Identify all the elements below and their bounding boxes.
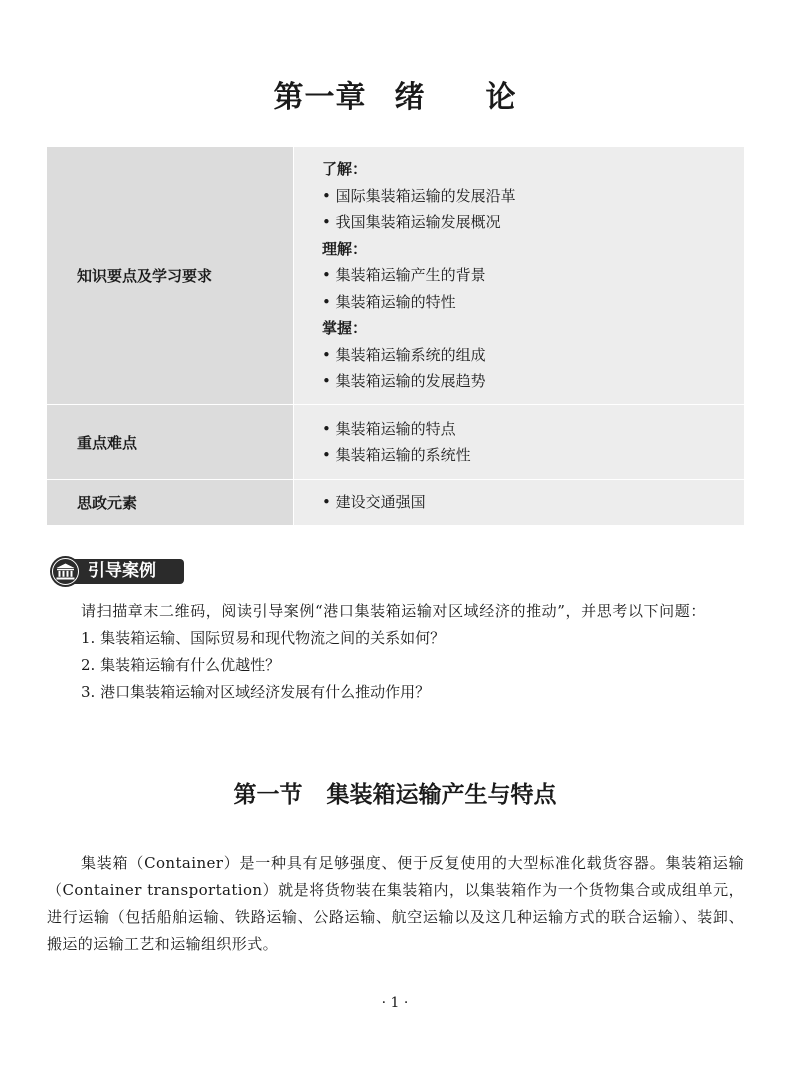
requirement-heading: 理解： [322,239,368,258]
page-number: · 1 · [381,995,409,1011]
requirement-item: • 国际集装箱运输的发展沿革 [322,186,516,205]
section-prefix: 第一节 [233,781,303,808]
requirement-heading: 掌握： [322,319,368,338]
ideology-label: 思政元素 [47,480,294,526]
requirements-content [294,147,745,405]
chapter-title [0,72,790,116]
guide-case-text [47,598,744,706]
requirements-label: 知识要点及学习要求 [47,147,294,405]
requirement-item: • 我国集装箱运输发展概况 [322,213,501,232]
guide-case-question: 2. 集装箱运输有什么优越性？ [81,656,281,674]
guide-case-badge [50,556,184,587]
body-text [47,850,744,958]
ideology-item: • 建设交通强国 [322,493,426,512]
chapter-title-b: 论 [485,80,517,115]
chapter-title-a: 绪 [394,80,426,115]
guide-case-question: 3. 港口集装箱运输对区域经济发展有什么推动作用？ [81,683,431,701]
chapter-prefix: 第一章 [273,80,367,115]
section-heading: 集装箱运输产生与特点 [326,781,557,808]
key-points-label: 重点难点 [47,405,294,480]
body-paragraph: 集装箱（Container）是一种具有足够强度、便于反复使用的大型标准化载货容器。集装箱运输（Container transportation）就是将货物装在集装箱内，以集装箱作为一个货物集合或成组单元，进行运输（包括船舶运输、铁路运输、公路运输、航空运输以及这几种运输方式的联合运输）、装卸、搬运的运输工艺和运输组织形式。 [47,854,744,953]
requirements-lines [322,156,744,395]
ideology-row [47,480,744,526]
requirement-heading: 了解： [322,160,368,179]
requirements-row [47,147,744,405]
guide-case-question: 1. 集装箱运输、国际贸易和现代物流之间的关系如何？ [81,629,446,647]
key-point-item: • 集装箱运输的特点 [322,419,456,438]
requirement-item: • 集装箱运输系统的组成 [322,345,486,364]
key-point-item: • 集装箱运输的系统性 [322,446,471,464]
requirement-item: • 集装箱运输产生的背景 [322,266,486,285]
section-title [0,776,790,809]
key-points-row [47,405,744,480]
guide-case-intro: 请扫描章末二维码，阅读引导案例“港口集装箱运输对区域经济的推动”，并思考以下问题： [81,602,706,620]
badge-ring [52,558,79,585]
requirements-table [47,147,744,525]
requirement-item: • 集装箱运输的特性 [322,292,456,311]
ideology-content [294,480,745,526]
key-points-content [294,405,745,480]
guide-case-label: 引导案例 [72,559,184,584]
requirement-item: • 集装箱运输的发展趋势 [322,372,486,391]
